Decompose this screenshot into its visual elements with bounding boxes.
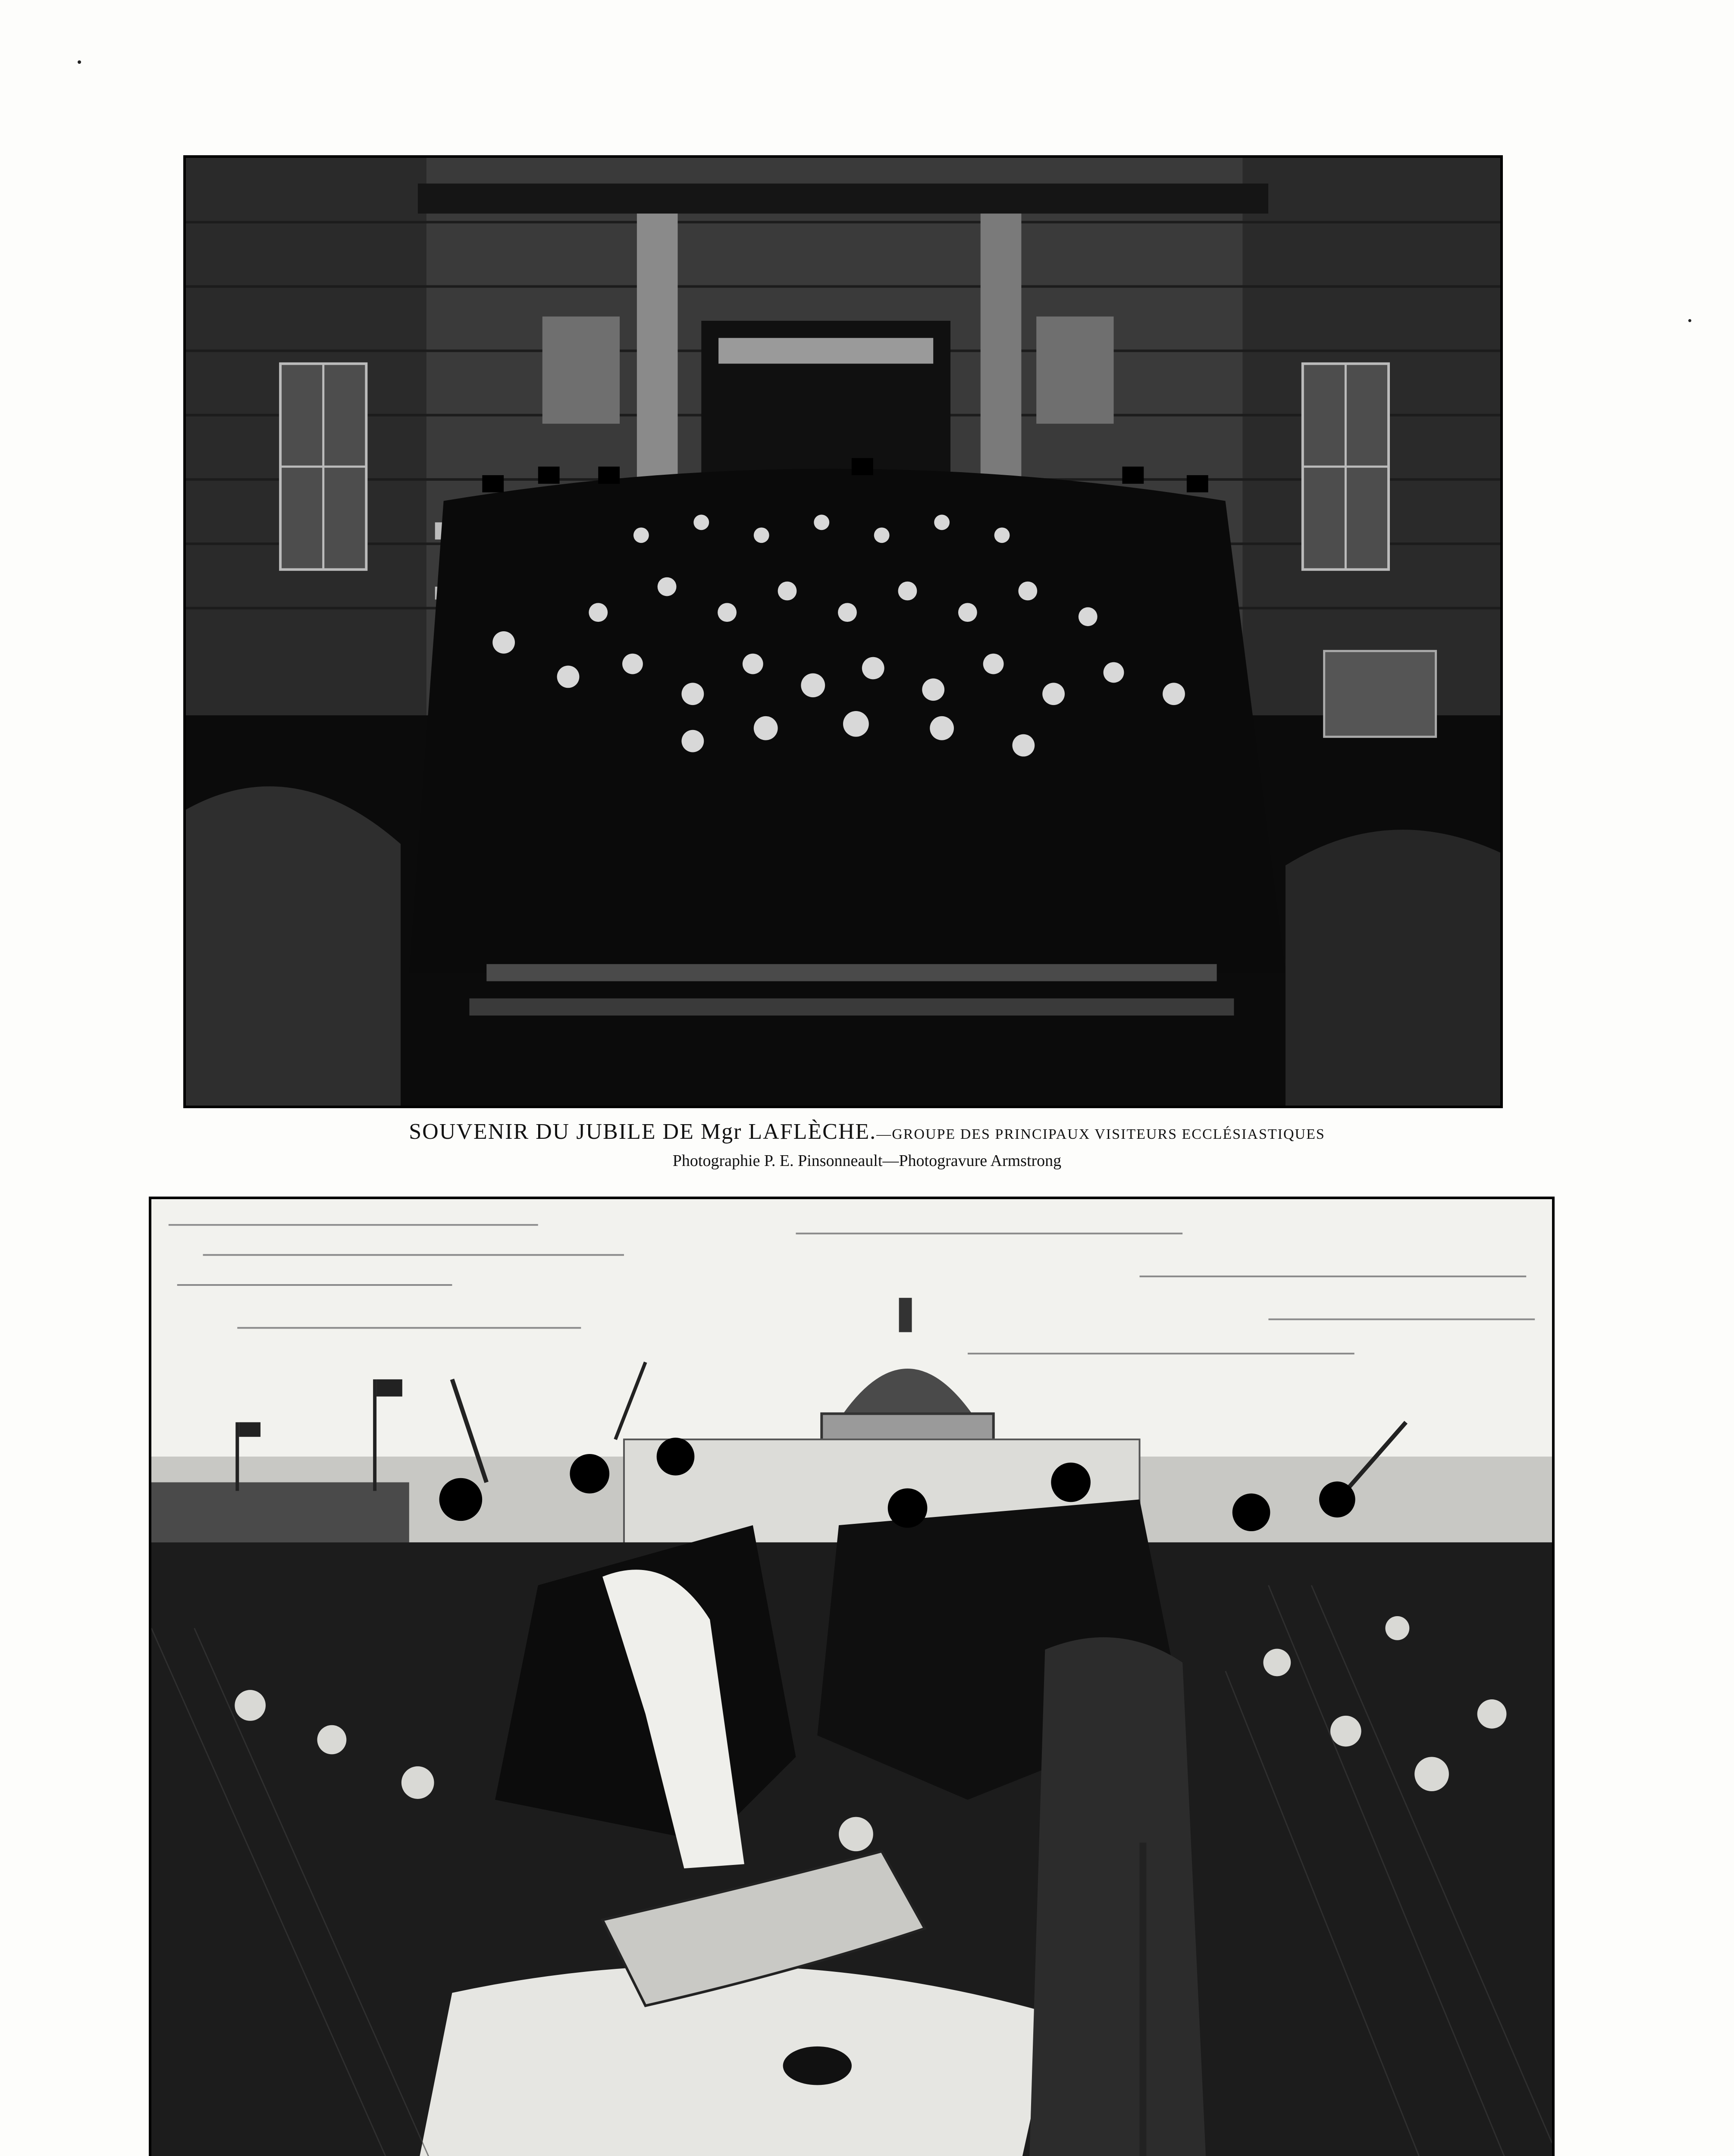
print-speck — [78, 60, 81, 64]
berlin-riot-illustration — [151, 1199, 1552, 2156]
print-speck — [1688, 319, 1691, 322]
jubilee-photo-illustration — [186, 158, 1500, 1106]
photo-credit: Photographie P. E. Pinsonneault—Photogravure Armstrong — [672, 1152, 1062, 1170]
berlin-riot-engraving — [149, 1197, 1555, 2156]
caption-jubilee-title: SOUVENIR DU JUBILE DE Mgr LAFLÈCHE. — [409, 1119, 877, 1144]
caption-jubilee-subtitle: —GROUPE DES PRINCIPAUX VISITEURS ECCLÉSIASTIQUES — [876, 1126, 1325, 1142]
caption-jubilee — [0, 1119, 1734, 1144]
jubilee-group-photograph — [183, 155, 1503, 1108]
